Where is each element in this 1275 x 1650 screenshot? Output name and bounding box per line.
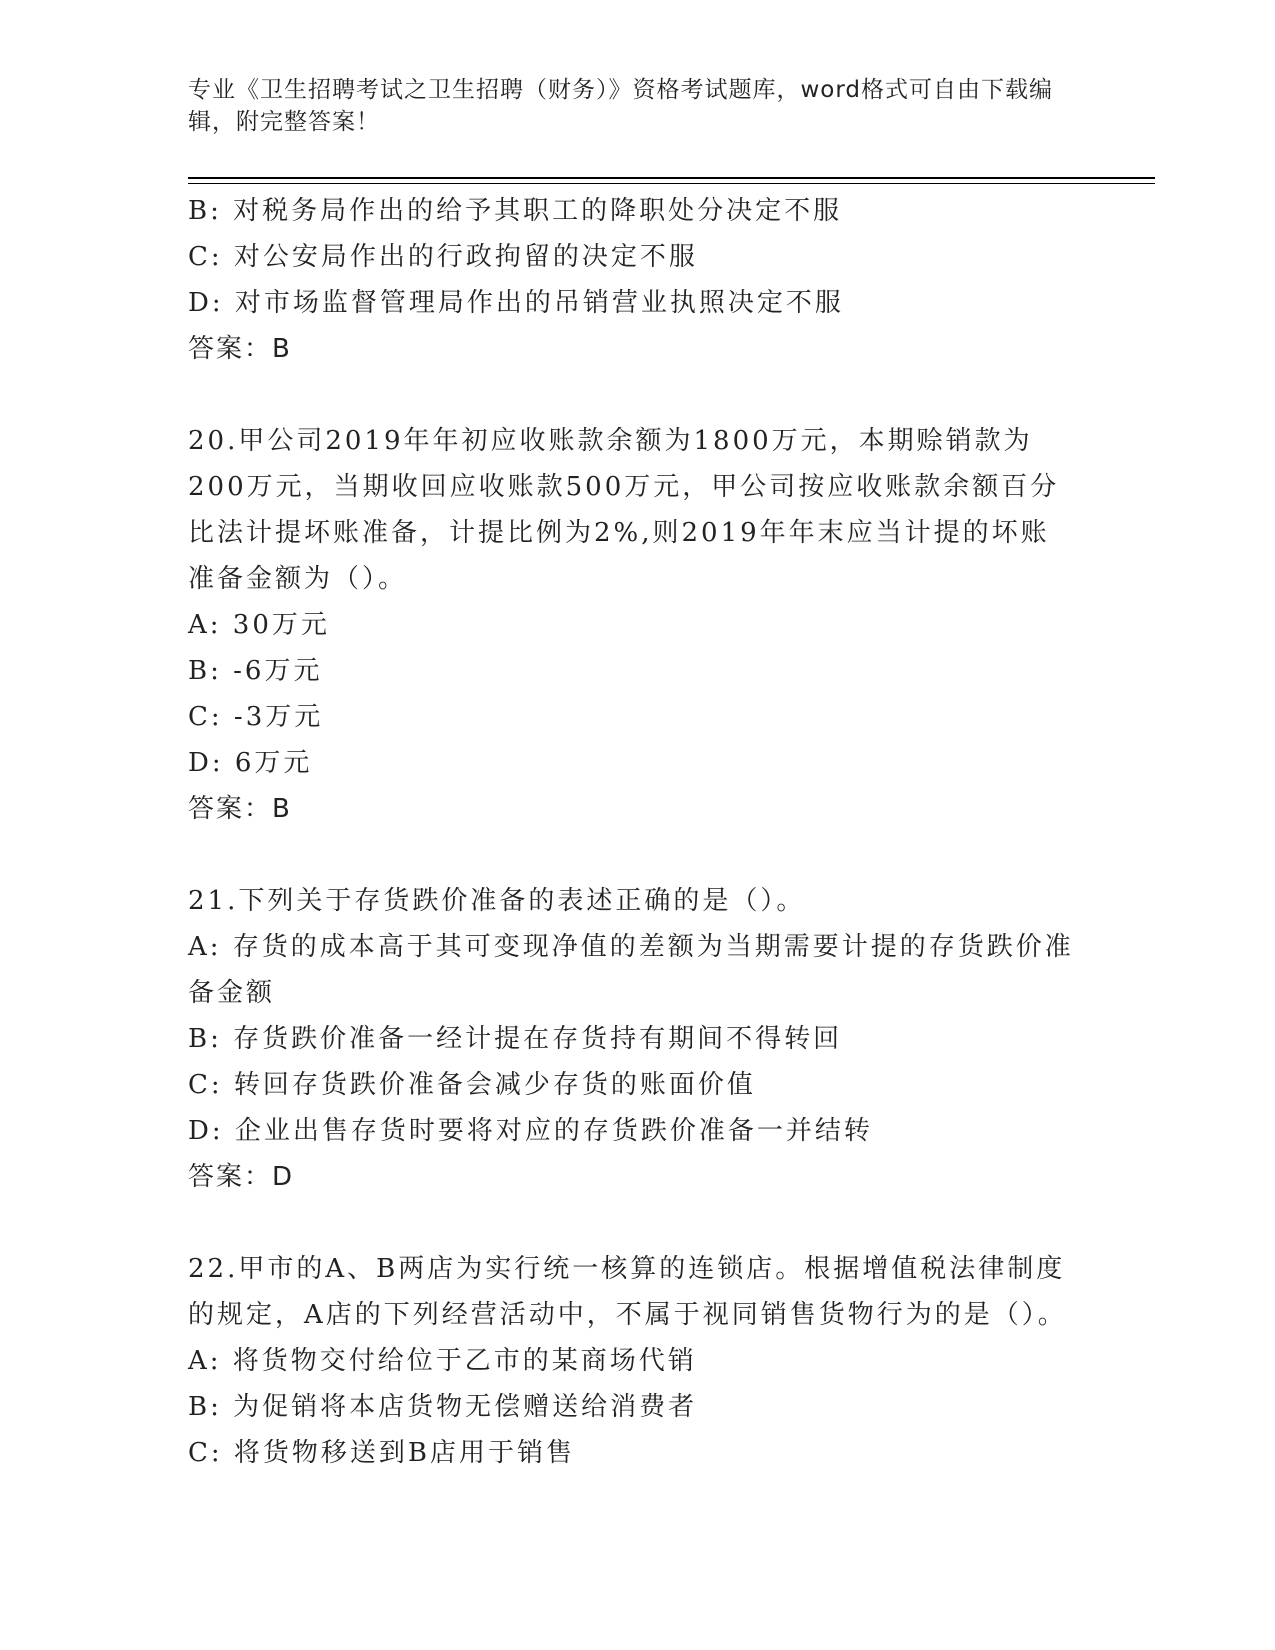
answer: 答案：B: [188, 794, 292, 824]
option-a: A: 30万元: [188, 610, 330, 640]
question-stem: 22.甲市的A、B两店为实行统一核算的连锁店。根据增值税法律制度的规定，A店的下列经营活动中，不属于视同销售货物行为的是（）。: [188, 1254, 1067, 1330]
option-d: D: 对市场监督管理局作出的吊销营业执照决定不服: [188, 288, 844, 318]
option-d: D: 6万元: [188, 748, 313, 778]
question-stem: 20.甲公司2019年年初应收账款余额为1800万元，本期赊销款为200万元，当期收回应收账款500万元，甲公司按应收账款余额百分比法计提坏账准备，计提比例为2%,则2019年年末应当计提的坏账准备金额为（）。: [188, 426, 1060, 594]
header-divider-thick: [188, 177, 1155, 179]
option-c: C: -3万元: [188, 702, 324, 732]
option-a: A: 存货的成本高于其可变现净值的差额为当期需要计提的存货跌价准备金额: [188, 932, 1074, 1008]
option-c: C: 转回存货跌价准备会减少存货的账面价值: [188, 1070, 756, 1100]
option-c: C: 对公安局作出的行政拘留的决定不服: [188, 242, 698, 272]
option-b: B: 对税务局作出的给予其职工的降职处分决定不服: [188, 196, 843, 226]
option-a: A: 将货物交付给位于乙市的某商场代销: [188, 1346, 697, 1376]
spacer: [188, 372, 1078, 418]
question-21: [188, 878, 1078, 1200]
question-list: [188, 188, 1078, 1476]
option-b: B: 为促销将本店货物无偿赠送给消费者: [188, 1392, 698, 1422]
option-b: B: 存货跌价准备一经计提在存货持有期间不得转回: [188, 1024, 843, 1054]
question-19: [188, 188, 1078, 372]
question-stem: 21.下列关于存货跌价准备的表述正确的是（）。: [188, 886, 806, 916]
question-20: [188, 418, 1078, 832]
option-c: C: 将货物移送到B店用于销售: [188, 1438, 576, 1468]
option-d: D: 企业出售存货时要将对应的存货跌价准备一并结转: [188, 1116, 873, 1146]
question-22: [188, 1246, 1078, 1476]
spacer: [188, 832, 1078, 878]
header-divider-thin: [188, 183, 1155, 184]
answer: 答案：D: [188, 1162, 295, 1192]
option-b: B: -6万元: [188, 656, 323, 686]
answer: 答案：B: [188, 334, 292, 364]
spacer: [188, 1200, 1078, 1246]
document-header: 专业《卫生招聘考试之卫生招聘（财务）》资格考试题库，word格式可自由下载编辑，附完整答案！: [188, 77, 1054, 135]
